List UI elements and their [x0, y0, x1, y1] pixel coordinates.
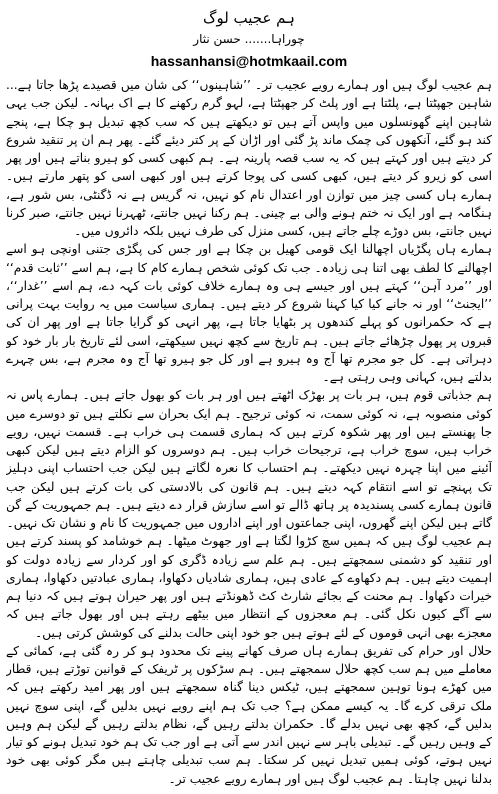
author-email: hassanhansi@hotmkaail.com	[150, 53, 348, 69]
column-author: چوراہا....... حسن نثار	[193, 32, 305, 46]
column-body	[6, 76, 492, 788]
column-title: ہم عجیب لوگ	[203, 9, 295, 27]
paragraph: ہم عجیب لوگ ہیں کہ ہمیں سچ کڑوا لگتا ہے اور جھوٹ میٹھا۔ ہم خوشامد کو پسند کرتے ہیں اور تنقید کو دشمنی سمجھتے ہیں۔ ہم علم سے زیادہ ڈگری کو اور کردار سے زیادہ دولت کو اہمیت دیتے ہیں۔ ہم دکھاوے کے عادی ہیں، ہماری شادیاں دکھاوا، ہماری عبادتیں دکھاوا، ہماری خیرات دکھاوا۔ ہم محنت کے بجائے شارٹ کٹ ڈھونڈتے ہیں اور پھر حیران ہوتے ہیں کہ دنیا ہم سے آگے کیوں نکل گئی۔ ہم معجزوں کے انتظار میں بیٹھے رہتے ہیں اور بھول جاتے ہیں کہ معجزے بھی انہی قوموں کے لئے ہوتے ہیں جو خود اپنی حالت بدلنے کی کوشش کرتی ہیں۔	[6, 534, 492, 640]
paragraph: ہم جذباتی قوم ہیں، ہر بات پر بھڑک اٹھتے ہیں اور ہر بات کو بھول جاتے ہیں۔ ہمارے پاس نہ کوئی منصوبہ ہے، نہ کوئی سمت، نہ کوئی ترجیح۔ ہم ایک بحران سے نکلتے ہیں تو دوسرے میں جا پھنستے ہیں اور پھر شکوہ کرتے ہیں کہ ہماری قسمت ہی خراب ہے۔ قسمت نہیں، رویے خراب ہیں، سوچ خراب ہے، ترجیحات خراب ہیں۔ ہم دوسروں کو الزام دیتے ہیں لیکن کبھی آئینے میں اپنا چہرہ نہیں دیکھتے۔ ہم احتساب کا نعرہ لگاتے ہیں لیکن جب احتساب اپنی دہلیز تک پہنچے تو اسے انتقام کہہ دیتے ہیں۔ ہم قانون کی بالادستی کی بات کرتے ہیں لیکن جب قانون ہمارے کسی پسندیدہ پر ہاتھ ڈالے تو اسے سازش قرار دے دیتے ہیں۔ ہم جمہوریت کے گن گاتے ہیں لیکن اپنے گھروں، اپنی جماعتوں اور اپنے اداروں میں جمہوریت کا نام و نشان تک نہیں۔	[6, 388, 492, 530]
paragraph: ہم عجیب لوگ ہیں اور ہمارے رویے عجیب تر۔ ’’شاہینوں‘‘ کی شان میں قصیدے پڑھا جاتا ہے... شاہین جھپٹتا ہے، پلٹتا ہے اور پلٹ کر جھپٹتا ہے، لہو گرم رکھنے کا ہے اک بہانہ۔ لیکن جب یہی شاہین اپنے گھونسلوں میں واپس آتے ہیں تو دیکھتے ہیں کہ سب کچھ تبدیل ہو چکا ہے، پنجے کند ہو گئے، آنکھوں کی چمک ماند پڑ گئی اور اڑان کے پر کتر دیئے گئے۔ پھر ہم ان پر تنقید شروع کر دیتے ہیں اور کہتے ہیں کہ یہ سب قصہ پارینہ ہے۔ ہم کبھی کسی کو ہیرو بناتے ہیں اور پھر اسی کو زیرو کر دیتے ہیں، کبھی کسی کی پوجا کرتے ہیں اور کبھی اسی کو پتھر مارتے ہیں۔ ہمارے ہاں کسی چیز میں توازن اور اعتدال نام کو نہیں، نہ گریس ہے نہ ڈگنٹی، بس شور ہے، ہنگامہ ہے اور ایک نہ ختم ہونے والی بے چینی۔ ہم رکنا نہیں جانتے، ٹھہرنا نہیں جانتے، صبر کرنا نہیں جانتے، بس دوڑے چلے جاتے ہیں، کسی منزل کی طرف نہیں بلکہ دائروں میں۔	[6, 78, 492, 238]
paragraph: ہمارے ہاں پگڑیاں اچھالنا ایک قومی کھیل بن چکا ہے اور جس کی پگڑی جتنی اونچی ہو اسے اچھالنے کا لطف بھی اتنا ہی زیادہ۔ جب تک کوئی شخص ہمارے کام کا ہے، ہم اسے ’’ثابت قدم‘‘ اور ’’مرد آہن‘‘ کہتے ہیں اور جیسے ہی وہ ہمارے خلاف کوئی بات کہہ دے، ہم اسے ’’غدار‘‘، ’’ایجنٹ‘‘ اور نہ جانے کیا کیا کہنا شروع کر دیتے ہیں۔ ہماری سیاست میں یہ روایت بہت پرانی ہے کہ حکمرانوں کو پہلے کندھوں پر بٹھایا جاتا ہے، پھر انہی کو گرایا جاتا ہے اور پھر ان کی قبروں پر پھول چڑھائے جاتے ہیں۔ ہم تاریخ سے کچھ نہیں سیکھتے، اسی لئے تاریخ بار بار خود کو دہراتی ہے۔ کل جو مجرم تھا آج وہ ہیرو ہے اور کل جو ہیرو تھا آج وہ مجرم ہے، بس چہرے بدلتے ہیں، کہانی وہی رہتی ہے۔	[6, 242, 492, 384]
paragraph: حلال اور حرام کی تفریق ہمارے ہاں صرف کھانے پینے تک محدود ہو کر رہ گئی ہے، کمائی کے معاملے میں ہم سب کچھ حلال سمجھتے ہیں۔ ہم سڑکوں پر ٹریفک کے قوانین توڑتے ہیں، قطار میں کھڑے ہونا توہین سمجھتے ہیں، ٹیکس دینا گناہ سمجھتے ہیں اور پھر امید رکھتے ہیں کہ ملک ترقی کرے گا۔ یہ کیسے ممکن ہے؟ جب تک ہم اپنے رویے نہیں بدلیں گے، اپنی سوچ نہیں بدلیں گے، کچھ بھی نہیں بدلے گا۔ حکمران بدلتے رہیں گے، نظام بدلتے رہیں گے لیکن ہم وہیں کے وہیں رہیں گے۔ تبدیلی باہر سے نہیں اندر سے آتی ہے اور جب تک ہم خود تبدیل ہونے کو تیار نہیں ہوتے، کوئی ہمیں تبدیل نہیں کر سکتا۔ ہم سب تبدیلی چاہتے ہیں مگر کوئی بھی خود بدلنا نہیں چاہتا۔ ہم عجیب لوگ ہیں اور ہمارے رویے عجیب تر۔	[6, 643, 492, 786]
